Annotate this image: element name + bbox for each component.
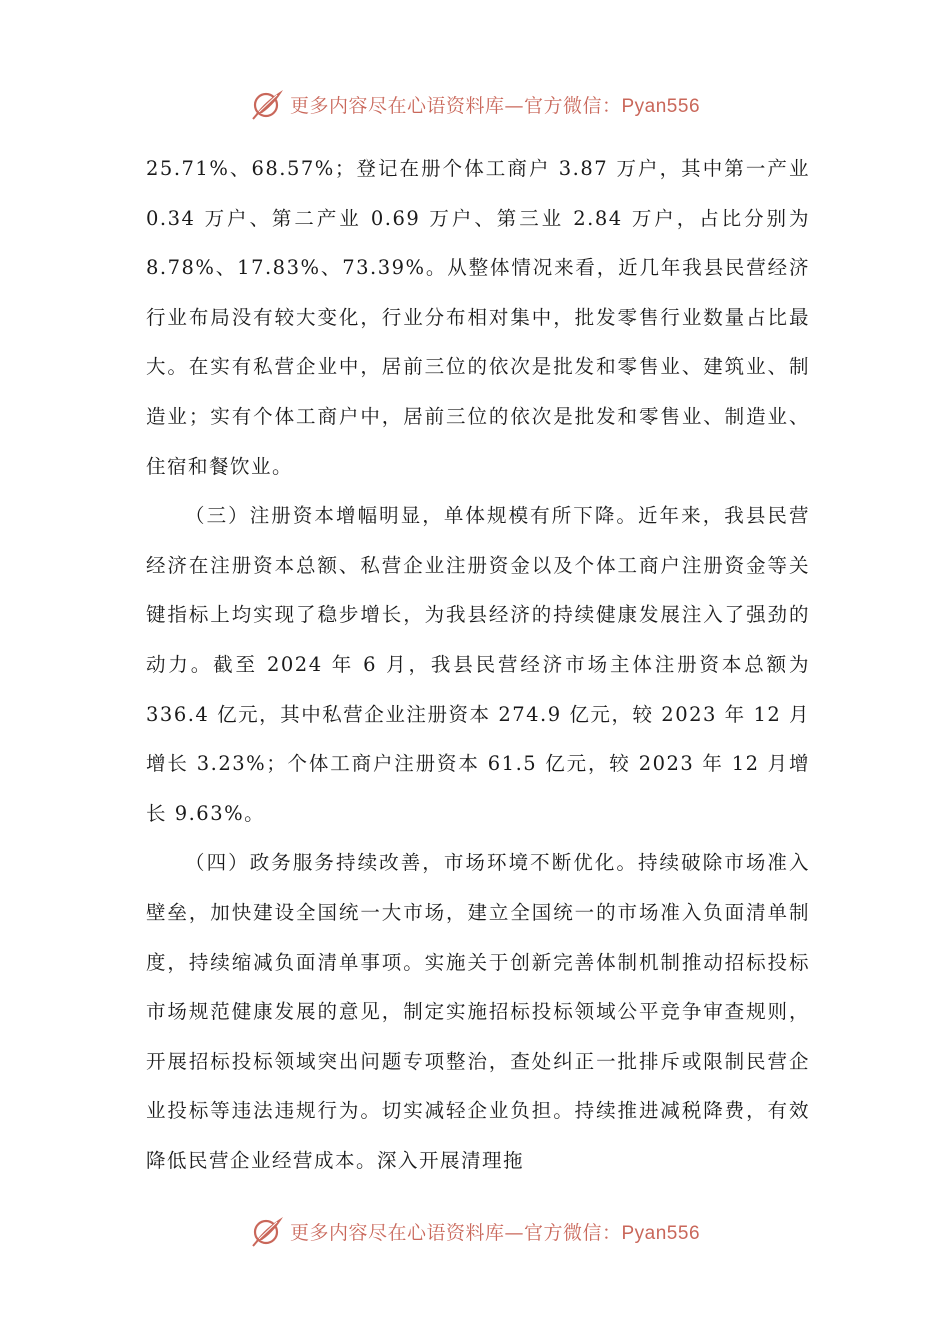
wechat-id: Pyan556 xyxy=(621,95,701,117)
banner-text xyxy=(290,1218,700,1245)
quill-ribbon-logo-icon xyxy=(250,86,286,122)
banner-text xyxy=(290,91,700,118)
paragraph-1: 25.71%、68.57%；登记在册个体工商户 3.87 万户，其中第一产业 0.34 万户、第二产业 0.69 万户、第三业 2.84 万户，占比分别为 8.78%、17.83%、73.39%。从整体情况来看，近几年我县民营经济行业布局没有较大变化，行业分布相对集中，批发零售行业数量占比最大。在实有私营企业中，居前三位的依次是批发和零售业、建筑业、制造业；实有个体工商户中，居前三位的依次是批发和零售业、制造业、住宿和餐饮业。 xyxy=(146,157,810,478)
banner-label: 更多内容尽在心语资料库—官方微信： xyxy=(289,94,622,117)
paragraph-3: （四）政务服务持续改善，市场环境不断优化。持续破除市场准入壁垒，加快建设全国统一大市场，建立全国统一的市场准入负面清单制度，持续缩减负面清单事项。实施关于创新完善体制机制推动招标投标市场规范健康发展的意见，制定实施招标投标领域公平竞争审查规则，开展招标投标领域突出问题专项整治，查处纠正一批排斥或限制民营企业投标等违法违规行为。切实减轻企业负担。持续推进减税降费，有效降低民营企业经营成本。深入开展清理拖 xyxy=(146,851,810,1172)
footer-banner xyxy=(0,1211,950,1251)
banner-label: 更多内容尽在心语资料库—官方微信： xyxy=(289,1221,622,1244)
quill-ribbon-logo-icon xyxy=(250,1213,286,1249)
header-banner xyxy=(0,84,950,124)
document-body xyxy=(146,144,810,1185)
paragraph-2: （三）注册资本增幅明显，单体规模有所下降。近年来，我县民营经济在注册资本总额、私营企业注册资金以及个体工商户注册资金等关键指标上均实现了稳步增长，为我县经济的持续健康发展注入了强劲的动力。截至 2024 年 6 月，我县民营经济市场主体注册资本总额为 336.4 亿元，其中私营企业注册资本 274.9 亿元，较 2023 年 12 月增长 3.23%；个体工商户注册资本 61.5 亿元，较 2023 年 12 月增长 9.63%。 xyxy=(146,504,810,825)
wechat-id: Pyan556 xyxy=(621,1222,701,1244)
